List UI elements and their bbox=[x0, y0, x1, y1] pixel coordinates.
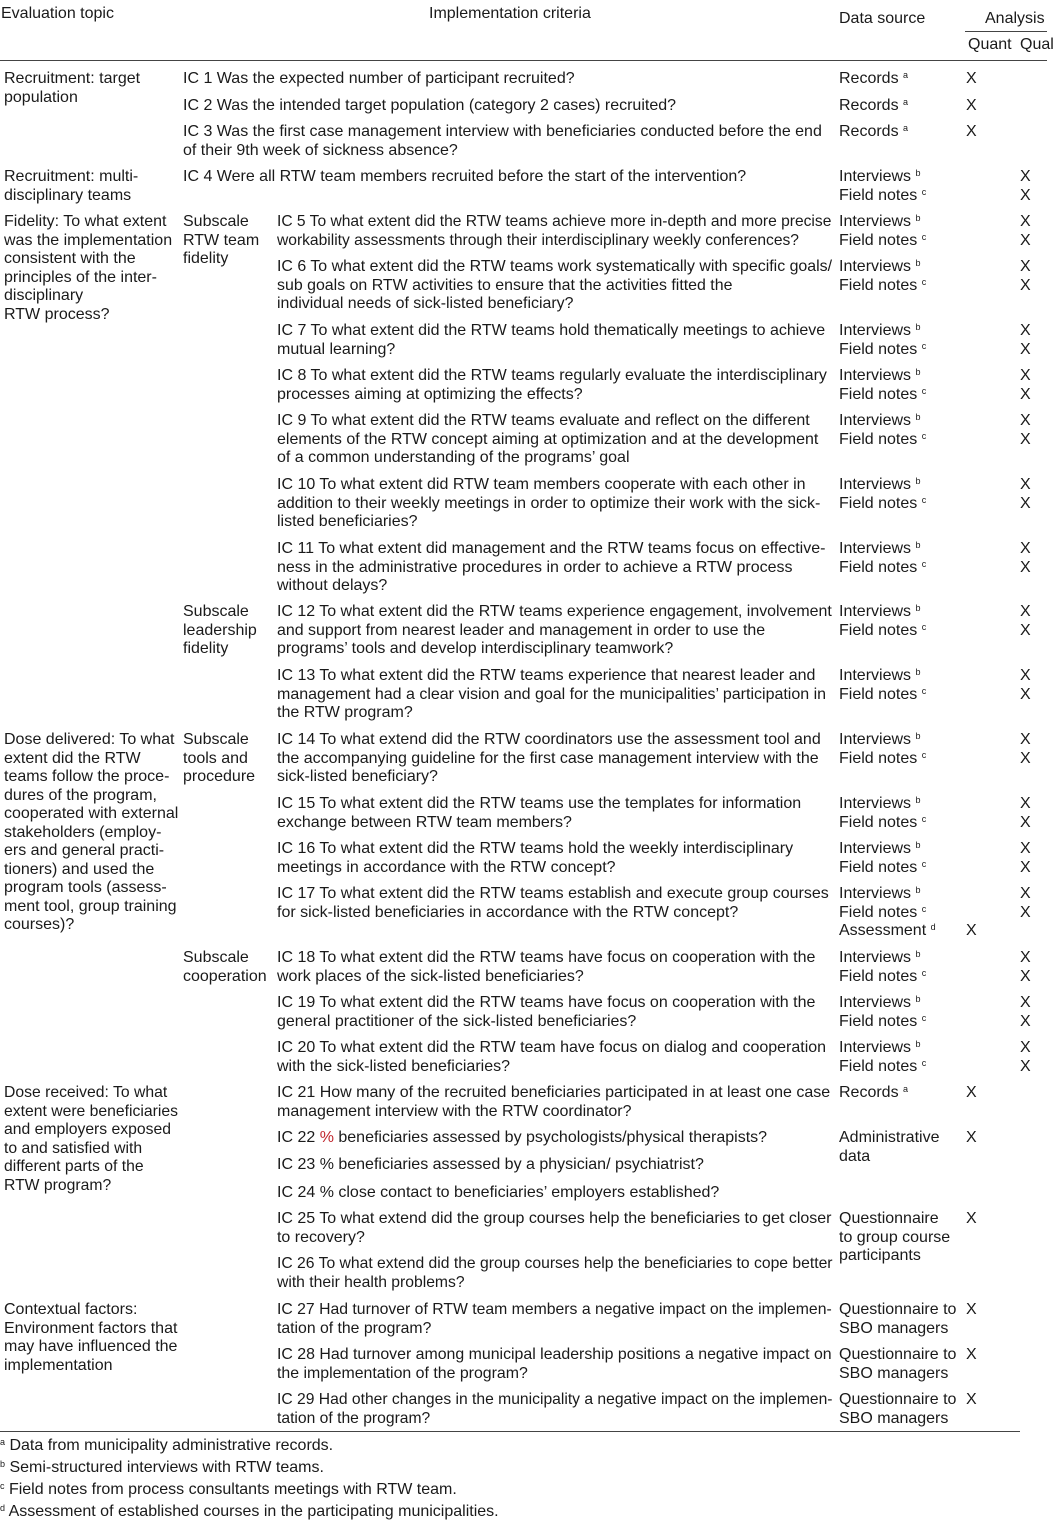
criterion: IC 28 Had turnover among municipal leadership positions a negative impact on the implementation of the program? bbox=[277, 1346, 832, 1382]
quant-mark: X bbox=[966, 1346, 977, 1363]
qual-mark: X X bbox=[1020, 1039, 1031, 1075]
footnote-mark: b bbox=[915, 885, 921, 895]
subscale-label: Subscale tools and procedure bbox=[183, 731, 256, 785]
footnote-mark: c bbox=[921, 494, 927, 505]
evaluation-topic: Dose delivered: To what extent did the RTW teams follow the proce- dures of the program, cooperated with external stakeholders (employ- ers and general practi- tioners) and used the program tools (assess- ment tool, group training courses)? bbox=[4, 731, 179, 933]
footnote-mark: c bbox=[921, 903, 927, 914]
footnote-mark: b bbox=[915, 367, 921, 377]
footnote-mark: a bbox=[903, 97, 909, 107]
data-source: Records $^a$ bbox=[839, 123, 909, 140]
qual-mark: X X bbox=[1020, 168, 1031, 204]
footnote-mark: c bbox=[921, 276, 927, 287]
data-source: Interviews $^b$ Field notes $^c$ bbox=[839, 603, 927, 639]
footnote-mark: a bbox=[903, 70, 909, 80]
footnote-mark: c bbox=[921, 967, 927, 978]
criterion: IC 4 Were all RTW team members recruited before the start of the intervention? bbox=[183, 168, 747, 185]
criterion: IC 8 To what extent did the RTW teams regularly evaluate the interdisciplinary processes aiming at optimizing the effects? bbox=[277, 367, 827, 403]
data-source: Interviews $^b$ Field notes $^c$ bbox=[839, 540, 927, 576]
qual-mark: X X bbox=[1020, 540, 1031, 576]
subscale-label: Subscale leadership fidelity bbox=[183, 603, 257, 657]
footnote-mark: b bbox=[915, 258, 921, 268]
footnote-mark: b bbox=[915, 840, 921, 850]
evaluation-topic: Recruitment: multi- disciplinary teams bbox=[4, 168, 139, 204]
analysis-rule bbox=[965, 31, 1047, 32]
footnote-a bbox=[0, 1437, 333, 1456]
data-source: Questionnaire to group course participants bbox=[839, 1210, 951, 1264]
qual-mark: X X bbox=[1020, 476, 1031, 512]
footnote-mark: b bbox=[915, 1039, 921, 1049]
footnote-c bbox=[0, 1481, 457, 1500]
qual-mark: X X bbox=[1020, 795, 1031, 831]
header-implementation-criteria: Implementation criteria bbox=[429, 5, 591, 22]
footnote-mark: c bbox=[921, 813, 927, 824]
footnote-mark: c bbox=[921, 231, 927, 242]
criterion-text: beneficiaries assessed by psychologists/physical therapists? bbox=[333, 1129, 768, 1146]
criterion: IC 13 To what extent did the RTW teams experience that nearest leader and management had a clear vision and goal for the municipalities’ participation in the RTW program? bbox=[277, 667, 827, 721]
header-bottom-rule bbox=[0, 60, 1047, 61]
criterion: IC 3 Was the first case management interview with beneficiaries conducted before the end of their 9th week of sickness absence? bbox=[183, 123, 822, 159]
quant-mark: X bbox=[966, 97, 977, 114]
criterion: IC 21 How many of the recruited beneficiaries participated in at least one case management interview with the RTW coordinator? bbox=[277, 1084, 831, 1120]
footnote-mark: b bbox=[915, 213, 921, 223]
quant-mark: X bbox=[966, 1129, 977, 1146]
footnote-mark: d bbox=[930, 922, 936, 932]
footnote-mark: b bbox=[915, 667, 921, 677]
data-source: Questionnaire to SBO managers bbox=[839, 1391, 957, 1427]
criterion: IC 11 To what extent did management and the RTW teams focus on effective- ness in the administrative procedures in order to achieve a RTW process without delays? bbox=[277, 540, 826, 594]
footnote-mark: a bbox=[0, 1437, 6, 1447]
evaluation-topic: Fidelity: To what extent was the implementation consistent with the principles of the inter- disciplinary RTW process? bbox=[4, 213, 173, 323]
criterion: IC 15 To what extent did the RTW teams use the templates for information exchange between RTW team members? bbox=[277, 795, 802, 831]
data-source: Questionnaire to SBO managers bbox=[839, 1346, 957, 1382]
data-source: Interviews $^b$ Field notes $^c$ bbox=[839, 840, 927, 876]
footnote-mark: c bbox=[921, 749, 927, 760]
footnote-mark: b bbox=[0, 1459, 6, 1469]
footnote-mark: b bbox=[915, 603, 921, 613]
criterion: IC 23 % beneficiaries assessed by a physician/ psychiatrist? bbox=[277, 1156, 704, 1173]
footnote-mark: c bbox=[921, 621, 927, 632]
qual-mark: X X bbox=[1020, 840, 1031, 876]
qual-mark: X X bbox=[1020, 667, 1031, 703]
quant-mark: X bbox=[966, 70, 977, 87]
criterion: IC 27 Had turnover of RTW team members a negative impact on the implemen- tation of the program? bbox=[277, 1301, 832, 1337]
criterion: IC 1 Was the expected number of participant recruited? bbox=[183, 70, 575, 87]
criterion-text: IC 22 bbox=[277, 1129, 320, 1146]
criterion: IC 6 To what extent did the RTW teams work systematically with specific goals/ sub goals on RTW activities to ensure that the activities fitted the individual needs of sick-listed beneficiary? bbox=[277, 258, 833, 312]
percent-sign: % bbox=[319, 1129, 334, 1146]
criterion: IC 18 To what extent did the RTW teams have focus on cooperation with the work places of the sick-listed beneficiaries? bbox=[277, 949, 816, 985]
quant-mark: X bbox=[966, 1084, 977, 1101]
criterion: IC 20 To what extent did the RTW team have focus on dialog and cooperation with the sick-listed beneficiaries? bbox=[277, 1039, 827, 1075]
criterion: IC 26 To what extend did the group courses help the beneficiaries to cope better with their health problems? bbox=[277, 1255, 833, 1291]
header-qual: Qual bbox=[1020, 36, 1054, 53]
footnote-mark: b bbox=[915, 949, 921, 959]
footnote-text: Data from municipality administrative records. bbox=[5, 1437, 334, 1454]
footnote-mark: b bbox=[915, 795, 921, 805]
footnote-mark: c bbox=[921, 430, 927, 441]
qual-mark: X X bbox=[1020, 322, 1031, 358]
data-source: Interviews $^b$ Field notes $^c$ bbox=[839, 667, 927, 703]
quant-mark: X bbox=[966, 1391, 977, 1408]
subscale-label: Subscale RTW team fidelity bbox=[183, 213, 260, 267]
criterion: IC 5 To what extent did the RTW teams achieve more in-depth and more precise workability assessments through their interdisciplinary weekly conferences? bbox=[277, 213, 832, 249]
footnote-mark: b bbox=[915, 476, 921, 486]
criterion: IC 16 To what extent did the RTW teams hold the weekly interdisciplinary meetings in accordance with the RTW concept? bbox=[277, 840, 794, 876]
criterion: IC 14 To what extend did the RTW coordinators use the assessment tool and the accompanying guideline for the first case management interview with the sick-listed beneficiary? bbox=[277, 731, 821, 785]
footnote-text: Field notes from process consultants meetings with RTW team. bbox=[4, 1481, 457, 1498]
data-source: Interviews $^b$ Field notes $^c$ bbox=[839, 949, 927, 985]
criterion: IC 2 Was the intended target population (category 2 cases) recruited? bbox=[183, 97, 677, 114]
data-source: Interviews $^b$ Field notes $^c$ bbox=[839, 213, 927, 249]
header-analysis: Analysis bbox=[985, 10, 1045, 27]
footnote-mark: c bbox=[921, 1012, 927, 1023]
qual-mark: X X bbox=[1020, 731, 1031, 767]
footnote-mark: c bbox=[921, 186, 927, 197]
data-source: Interviews $^b$ Field notes $^c$ bbox=[839, 994, 927, 1030]
criterion: IC 24 % close contact to beneficiaries’ employers established? bbox=[277, 1184, 720, 1201]
data-source: Questionnaire to SBO managers bbox=[839, 1301, 957, 1337]
qual-mark: X X bbox=[1020, 949, 1031, 985]
footnote-text: Assessment of established courses in the participating municipalities. bbox=[5, 1503, 499, 1520]
data-source: Interviews $^b$ Field notes $^c$ bbox=[839, 367, 927, 403]
quant-mark: X bbox=[966, 1301, 977, 1318]
criterion: IC 17 To what extent did the RTW teams establish and execute group courses for sick-listed beneficiaries in accordance with the RTW concept? bbox=[277, 885, 829, 921]
criterion: IC 10 To what extent did RTW team members cooperate with each other in addition to their weekly meetings in order to optimize their work with the sick- listed beneficiaries? bbox=[277, 476, 821, 530]
criterion: IC 19 To what extent did the RTW teams have focus on cooperation with the general practitioner of the sick-listed beneficiaries? bbox=[277, 994, 816, 1030]
data-source: Administrative data bbox=[839, 1129, 940, 1165]
data-source: Interviews $^b$ Field notes $^c$ bbox=[839, 258, 927, 294]
criterion: IC 7 To what extent did the RTW teams hold thematically meetings to achieve mutual learning? bbox=[277, 322, 826, 358]
qual-mark: X X bbox=[1020, 603, 1031, 639]
criterion: IC 12 To what extent did the RTW teams experience engagement, involvement and support from nearest leader and management in order to use the programs’ tools and develop interdisciplinary teamwork? bbox=[277, 603, 832, 657]
header-data-source: Data source bbox=[839, 10, 926, 27]
subscale-label: Subscale cooperation bbox=[183, 949, 267, 985]
footnote-mark: b bbox=[915, 540, 921, 550]
quant-mark: X bbox=[966, 1210, 977, 1227]
footnote-text: Semi-structured interviews with RTW teams. bbox=[5, 1459, 324, 1476]
criterion: IC 25 To what extend did the group courses help the beneficiaries to get closer to recovery? bbox=[277, 1210, 832, 1246]
footnote-mark: b bbox=[915, 731, 921, 741]
data-source: Records $^a$ bbox=[839, 1084, 909, 1101]
footnote-mark: c bbox=[921, 858, 927, 869]
table-bottom-rule bbox=[0, 1431, 1020, 1432]
qual-mark: X X bbox=[1020, 367, 1031, 403]
footnote-mark: c bbox=[921, 385, 927, 396]
data-source: Interviews $^b$ Field notes $^c$ Assessment $^d$ bbox=[839, 885, 936, 939]
evaluation-topic: Recruitment: target population bbox=[4, 70, 141, 106]
qual-mark: X X bbox=[1020, 885, 1031, 921]
qual-mark: X X bbox=[1020, 258, 1031, 294]
footnote-mark: a bbox=[903, 1084, 909, 1094]
evaluation-topic: Dose received: To what extent were beneficiaries and employers exposed to and satisfied with different parts of the RTW program? bbox=[4, 1084, 178, 1194]
footnote-b bbox=[0, 1459, 324, 1478]
qual-mark: X X bbox=[1020, 994, 1031, 1030]
data-source: Interviews $^b$ Field notes $^c$ bbox=[839, 1039, 927, 1075]
data-source: Interviews $^b$ Field notes $^c$ bbox=[839, 731, 927, 767]
data-source: Interviews $^b$ Field notes $^c$ bbox=[839, 795, 927, 831]
data-source: Records $^a$ bbox=[839, 70, 909, 87]
footnote-mark: c bbox=[921, 558, 927, 569]
footnote-mark: b bbox=[915, 994, 921, 1004]
qual-mark: X X bbox=[1020, 412, 1031, 448]
footnote-mark: a bbox=[903, 123, 909, 133]
header-evaluation-topic: Evaluation topic bbox=[1, 5, 114, 22]
criterion: IC 9 To what extent did the RTW teams evaluate and reflect on the different elements of the RTW concept aiming at optimization and at the development of a common understanding of the programs’ goal bbox=[277, 412, 819, 466]
footnote-mark: c bbox=[921, 340, 927, 351]
quant-mark: X bbox=[966, 922, 977, 939]
footnote-mark: d bbox=[0, 1503, 6, 1513]
data-source: Interviews $^b$ Field notes $^c$ bbox=[839, 476, 927, 512]
header-quant: Quant bbox=[968, 36, 1012, 53]
data-source: Interviews $^b$ Field notes $^c$ bbox=[839, 322, 927, 358]
footnote-mark: b bbox=[915, 412, 921, 422]
footnote-mark: c bbox=[921, 685, 927, 696]
footnote-mark: c bbox=[0, 1481, 5, 1491]
footnote-mark: c bbox=[921, 1057, 927, 1068]
data-source: Interviews $^b$ Field notes $^c$ bbox=[839, 412, 927, 448]
footnote-mark: b bbox=[915, 322, 921, 332]
qual-mark: X X bbox=[1020, 213, 1031, 249]
footnote-mark: b bbox=[915, 168, 921, 178]
criterion bbox=[277, 1129, 767, 1148]
evaluation-topic: Contextual factors: Environment factors that may have influenced the implementation bbox=[4, 1301, 178, 1374]
criterion: IC 29 Had other changes in the municipality a negative impact on the implemen- tation of the program? bbox=[277, 1391, 833, 1427]
quant-mark: X bbox=[966, 123, 977, 140]
data-source: Records $^a$ bbox=[839, 97, 909, 114]
footnote-d bbox=[0, 1503, 499, 1522]
data-source: Interviews $^b$ Field notes $^c$ bbox=[839, 168, 927, 204]
